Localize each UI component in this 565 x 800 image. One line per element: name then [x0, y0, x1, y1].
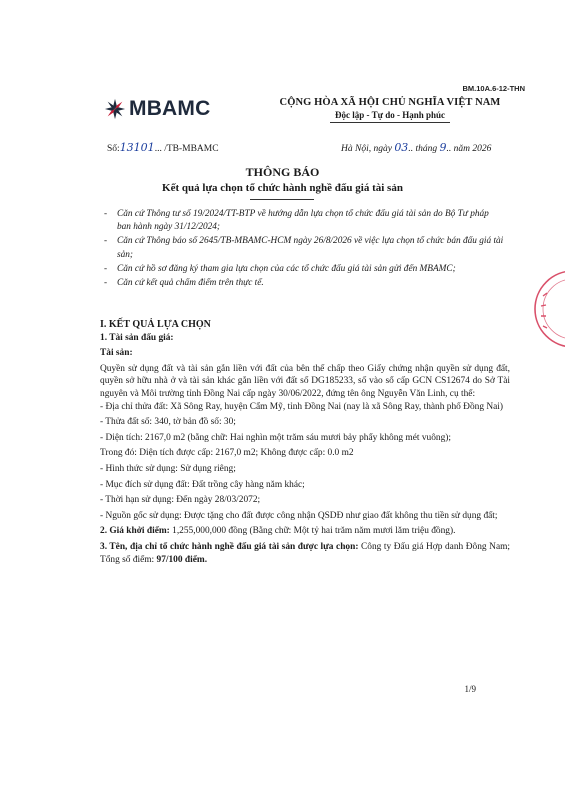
asset-parcel: - Thửa đất số: 340, tờ bản đồ số: 30; [100, 417, 236, 428]
doc-number-prefix: Số: [107, 144, 120, 154]
doc-number-dots: ... [154, 144, 162, 154]
date-day-handwritten: 03 [394, 141, 409, 154]
asset-purpose: - Mục đích sử dụng đất: Đất trồng cây hàng năm khác; [100, 479, 305, 490]
date-mid1: .. tháng [408, 144, 440, 154]
mbamc-logo-icon [104, 98, 126, 120]
selected-organization [100, 541, 510, 566]
date-prefix: Hà Nội, ngày [341, 144, 395, 154]
asset-label: Tài sản: [100, 348, 133, 359]
organization-value: Công ty Đấu giá Hợp danh Đông Nam; Tổng số điểm: [100, 541, 510, 565]
starting-price [100, 525, 510, 538]
starting-price-label: 2. Giá khởi điểm: [100, 526, 170, 537]
form-code: BM.10A.6-12-THN [462, 84, 525, 93]
organization-score: 97/100 điểm. [156, 554, 208, 565]
doc-number-suffix: /TB-MBAMC [161, 144, 219, 154]
company-logo [104, 97, 210, 121]
logo-text: MBAMC [129, 97, 211, 120]
asset-origin: - Nguồn gốc sử dụng: Được tặng cho đất được công nhận QSDĐ như giao đất không thu tiền sử dụng đất; [100, 510, 498, 521]
document-title: THÔNG BÁO [245, 165, 320, 179]
page-number: 1/9 [464, 684, 476, 694]
asset-location: - Địa chỉ thửa đất: Xã Sông Ray, huyện Cẩm Mỹ, tỉnh Đồng Nai (nay là xã Sông Ray, thành phố Đồng Nai) [100, 401, 504, 412]
legal-bases-list [104, 208, 504, 291]
national-motto: Độc lập - Tự do - Hạnh phúc [334, 110, 445, 120]
date-line [341, 141, 491, 154]
date-month-handwritten: 9 [439, 141, 447, 154]
motto-underline [330, 122, 450, 123]
subtitle-underline [250, 199, 314, 200]
document-body [100, 319, 510, 566]
item-heading-asset: 1. Tài sản đấu giá: [100, 332, 174, 343]
date-mid2: .. năm 2026 [446, 144, 492, 154]
red-seal-stamp [531, 266, 565, 352]
national-header [270, 97, 510, 123]
legal-basis-item: - Căn cứ hồ sơ đăng ký tham gia lựa chọn của các tổ chức đấu giá tài sản gửi đến MBAMC; [104, 263, 504, 276]
legal-basis-item: - Căn cứ kết quả chấm điểm trên thực tế. [104, 277, 504, 290]
organization-label: 3. Tên, địa chỉ tổ chức hành nghề đấu giá tài sản được lựa chọn: [100, 541, 359, 552]
national-title: CỘNG HÒA XÃ HỘI CHỦ NGHĨA VIỆT NAM [279, 97, 501, 108]
asset-use-form: - Hình thức sử dụng: Sử dụng riêng; [100, 463, 236, 474]
section-heading: I. KẾT QUẢ LỰA CHỌN [100, 319, 211, 330]
legal-basis-item: - Căn cứ Thông tư số 19/2024/TT-BTP về hướng dẫn lựa chọn tổ chức đấu giá tài sản do Bộ Tư pháp ban hành ngày 31/12/2024; [104, 208, 504, 234]
asset-term: - Thời hạn sử dụng: Đến ngày 28/03/2072; [100, 495, 261, 506]
document-number [107, 141, 219, 154]
starting-price-value: 1,255,000,000 đồng (Bằng chữ: Một tỷ hai trăm năm mươi lăm triệu đồng). [169, 526, 456, 537]
asset-area: - Diện tích: 2167,0 m2 (bằng chữ: Hai nghìn một trăm sáu mươi bảy phẩy không mét vuông); [100, 432, 451, 443]
asset-granted-area: Trong đó: Diện tích được cấp: 2167,0 m2; Không được cấp: 0.0 m2 [100, 448, 354, 459]
document-subtitle: Kết quả lựa chọn tổ chức hành nghề đấu giá tài sản [162, 182, 403, 194]
doc-number-handwritten: 13101 [119, 141, 155, 154]
legal-basis-item: - Căn cứ Thông báo số 2645/TB-MBAMC-HCM ngày 26/8/2026 về việc lựa chọn tổ chức bán đấu giá tài sản; [104, 235, 504, 261]
asset-description: Quyền sử dụng đất và tài sản gắn liền với đất của bên thế chấp theo Giấy chứng nhận quyền sử dụng đất, quyền sở hữu nhà ở và tài sản khác gắn liền với đất số DG185233, số vào sổ cấp GCN CS12674 do Sở Tài nguyên và Môi trường tỉnh Đồng Nai cấp ngày 30/06/2022, đứng tên ông Nguyễn Văn Linh, cụ thể: [100, 363, 510, 399]
